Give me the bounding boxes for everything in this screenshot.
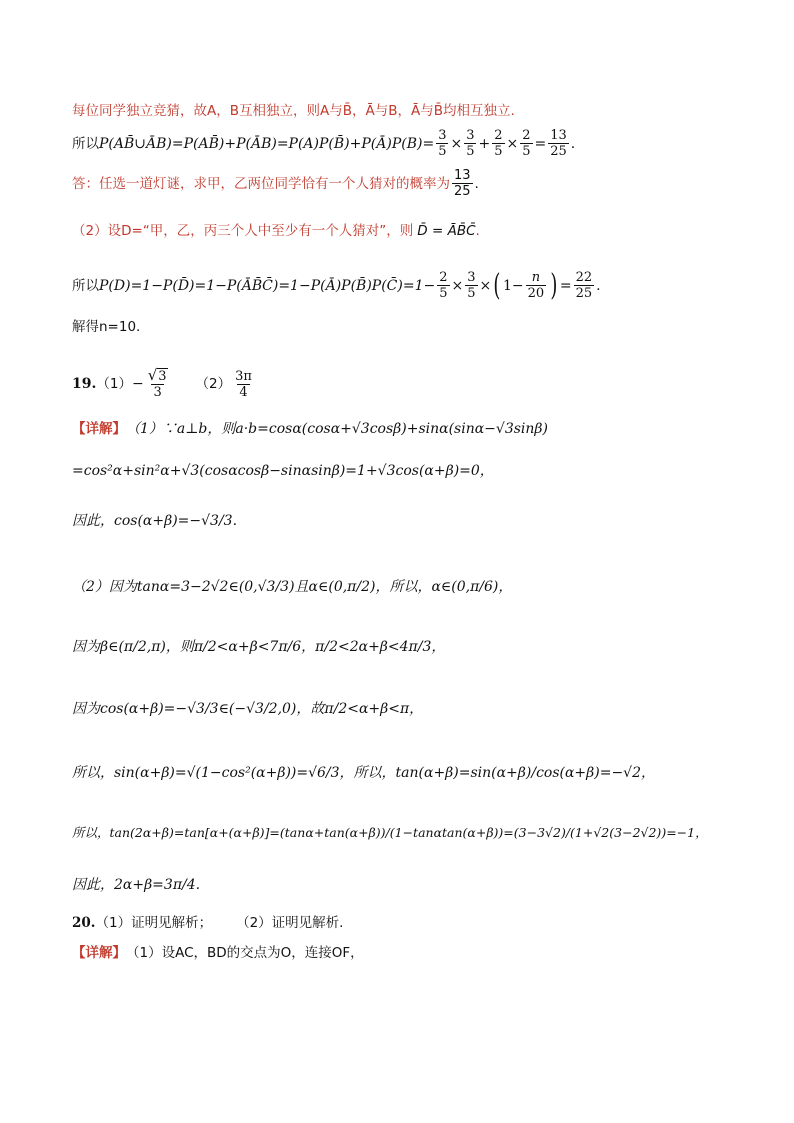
p18-line-part2: （2）设D=“甲，乙，丙三个人中至少有一个人猜对”，则 D̄ = ĀB̄C̄ .	[72, 223, 480, 239]
p19-answer-line: 19. （1） − √ 3 3 （2） $\frac{3\pi}{4}$	[72, 366, 252, 400]
p20-detail-1: 【详解】 （1）设AC，BD的交点为O，连接OF，	[72, 945, 364, 961]
fraction: $\frac{3}{5}$	[467, 270, 476, 301]
fraction: $\frac{3}{5}$	[466, 128, 475, 159]
p18-line-pd: 所以 P(D)=1−P(D̄)=1−P(ĀB̄C̄)=1−P(Ā)P(B̄)P(C̄)=1− $\frac{2}{5}$ × $\frac{3}{5}$ × ( 1− $\frac{n}{20}$ ) = $\frac{22}{25}$ .	[72, 267, 601, 303]
p19-detail-4: （2）因为tanα=3−2√2∈(0,√3/3)且α∈(0,π/2)，所以，α∈(0,π/6)，	[72, 579, 513, 595]
p19-detail-3: 因此，cos(α+β)=−√3/3.	[72, 513, 238, 529]
fraction: $\frac{13}{25}$	[550, 128, 567, 159]
fraction: $\frac{n}{20}$	[527, 270, 545, 301]
fraction: $\frac{3}{5}$	[438, 128, 447, 159]
fraction: √ 3 3	[147, 366, 167, 400]
p18-line-solve: 解得n=10.	[72, 319, 141, 335]
fraction: $\frac{2}{5}$	[439, 270, 448, 301]
p19-detail-5: 因为β∈(π/2,π)，则π/2<α+β<7π/6，π/2<2α+β<4π/3，	[72, 639, 446, 655]
p19-detail-6: 因为cos(α+β)=−√3/3∈(−√3/2,0)，故π/2<α+β<π，	[72, 701, 424, 717]
p20-answer-line: 20. （1）证明见解析； （2）证明见解析.	[72, 915, 344, 931]
p19-detail-7: 所以，sin(α+β)=√(1−cos²(α+β))=√6/3，所以，tan(α+β)=sin(α+β)/cos(α+β)=−√2，	[72, 765, 656, 781]
fraction: $\frac{2}{5}$	[494, 128, 503, 159]
p19-detail-8: 所以，tan(2α+β)=tan[α+(α+β)]=(tanα+tan(α+β))/(1−tanαtan(α+β))=(3−3√2)/(1+√2(3−2√2))=−1，	[72, 825, 708, 840]
fraction: $\frac{3\pi}{4}$	[235, 368, 252, 400]
p18-line-probability: 所以 P(AB̄∪ĀB)=P(AB̄)+P(ĀB)=P(A)P(B̄)+P(Ā)P(B)= $\frac{3}{5}$ × $\frac{3}{5}$ + $\frac{2}{5}$ × $\frac{2}{5}$ = $\frac{13}{25}$ .	[72, 128, 576, 159]
p19-detail-2: =cos²α+sin²α+√3(cosαcosβ−sinαsinβ)=1+√3cos(α+β)=0，	[72, 463, 494, 479]
fraction: $\frac{13}{25}$	[454, 168, 471, 199]
p18-line-answer: 答：任选一道灯谜，求甲，乙两位同学恰有一个人猜对的概率为 $\frac{13}{25}$ .	[72, 168, 479, 199]
fraction: $\frac{22}{25}$	[575, 270, 593, 301]
p19-detail-9: 因此，2α+β=3π/4.	[72, 877, 201, 893]
p19-detail-1: 【详解】 （1）∵a⊥b，则a·b=cosα(cosα+√3cosβ)+sinα(sinα−√3sinβ)	[72, 421, 548, 437]
fraction: $\frac{2}{5}$	[522, 128, 531, 159]
p18-line-independence: 每位同学独立竞猜，故A，B互相独立，则A与B̄，Ā与B，Ā与B̄均相互独立.	[72, 103, 515, 119]
